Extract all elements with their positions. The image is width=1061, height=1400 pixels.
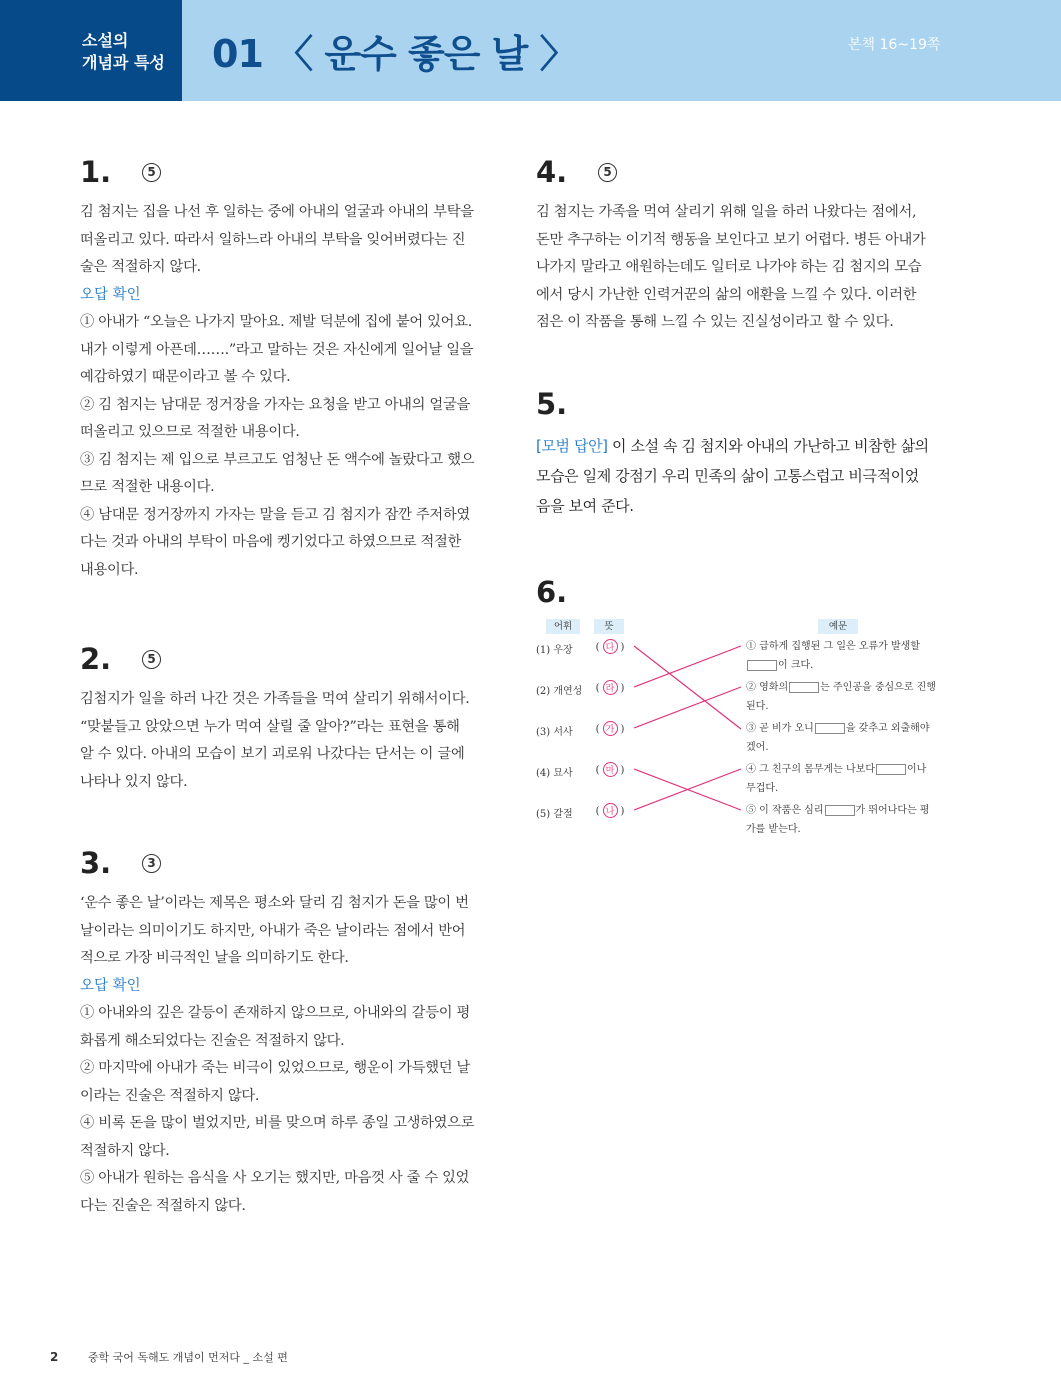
example-sentence: ⑤ 이 작품은 심리 가 뛰어나다는 평가를 받는다. — [746, 804, 930, 835]
answer-letter: 나 — [603, 803, 618, 818]
question-5 — [536, 387, 932, 521]
question-5-head — [536, 387, 932, 421]
answer-circle: 3 — [142, 854, 161, 873]
review-item: ② 마지막에 아내가 죽는 비극이 있었으므로, 행운이 가득했던 날이라는 진술은 적절하지 않다. — [80, 1060, 470, 1104]
right-column — [536, 155, 936, 917]
question-6-head — [536, 575, 932, 609]
answer-letter: 라 — [603, 680, 618, 695]
matching-exercise — [536, 619, 936, 859]
section-tag-line1: 소설의 — [82, 31, 129, 50]
answer-letter: 다 — [603, 639, 618, 654]
review-label: 오답 확인 — [80, 977, 141, 994]
vocab-word: (4) 묘사 — [536, 767, 573, 779]
match-line — [634, 646, 741, 729]
explanation: 김첨지가 일을 하러 나간 것은 가족들을 먹여 살리기 위해서이다. “맞붙들고 앉았으면 누가 먹여 살릴 줄 알아?”라는 표현을 통해 알 수 있다. 아내의 모습이 보기 괴로워 나갔다는 단서는 이 글에 나타나 있지 않다. — [80, 691, 470, 790]
review-item: ① 아내와의 깊은 갈등이 존재하지 않으므로, 아내와의 갈등이 평화롭게 해소되었다는 진술은 적절하지 않다. — [80, 1005, 470, 1049]
example-sentence: ① 급하게 집행된 그 일은 오류가 발생할 이 크다. — [746, 640, 920, 671]
question-3-head — [80, 846, 476, 880]
section-tag-line2: 개념과 특성 — [82, 53, 165, 72]
question-number: 6. — [536, 574, 568, 609]
meaning-answer: ( 마 ) — [592, 762, 628, 777]
explanation: 김 첨지는 집을 나선 후 일하는 중에 아내의 얼굴과 아내의 부탁을 떠올리고 있다. 따라서 일하느라 아내의 부탁을 잊어버렸다는 진술은 적절하지 않다. — [80, 204, 474, 275]
question-2 — [80, 642, 476, 796]
example-sentence: ④ 그 친구의 몸무게는 나보다 이나 무겁다. — [746, 763, 927, 794]
meaning-answer: ( 다 ) — [592, 639, 628, 654]
vocab-word: (3) 서사 — [536, 726, 573, 738]
answer-circle: 5 — [598, 163, 617, 182]
question-number: 3. — [80, 846, 112, 880]
vocab-word: (1) 우장 — [536, 644, 573, 656]
matching-lines — [536, 619, 936, 859]
question-number: 5. — [536, 386, 568, 421]
question-1 — [80, 155, 476, 584]
answer-letter: 가 — [603, 721, 618, 736]
page-header — [0, 0, 1061, 101]
page-footer — [50, 1349, 288, 1365]
header-word: 어휘 — [546, 619, 580, 634]
review-item: ② 김 첨지는 남대문 정거장을 가자는 요청을 받고 아내의 얼굴을 떠올리고 있으므로 적절한 내용이다. — [80, 396, 470, 440]
question-1-head — [80, 155, 476, 189]
vocab-word: (5) 갈절 — [536, 808, 573, 820]
example-sentence: ③ 곧 비가 오니 을 갖추고 외출해야 겠어. — [746, 722, 930, 753]
vocab-word: (2) 개연성 — [536, 685, 583, 697]
answer-circle: 5 — [142, 650, 161, 669]
answer-letter: 마 — [603, 762, 618, 777]
explanation: 김 첨지는 가족을 먹여 살리기 위해 일을 하러 나왔다는 점에서, 돈만 추구하는 이기적 행동을 보인다고 보기 어렵다. 병든 아내가 나가지 말라고 애원하는데도 일터로 나가야 하는 김 첨지의 모습에서 당시 가난한 인력거꾼의 삶의 애환을 느낄 수 있다. 이러한 점은 이 작품을 통해 느낄 수 있는 진실성이라고 할 수 있다. — [536, 204, 926, 330]
page-reference: 본책 16~19쪽 — [848, 37, 941, 53]
header-example: 예문 — [818, 619, 858, 634]
review-item: ③ 김 첨지는 제 입으로 부르고도 엄청난 돈 액수에 놀랐다고 했으므로 적절한 내용이다. — [80, 451, 475, 495]
model-answer — [536, 431, 932, 521]
header-meaning: 뜻 — [594, 619, 624, 634]
question-4-head — [536, 155, 932, 189]
question-3 — [80, 846, 476, 1220]
example-sentence: ② 영화의 는 주인공을 중심으로 진행된다. — [746, 681, 936, 712]
review-item: ④ 남대문 정거장까지 가자는 말을 듣고 김 첨지가 잠깐 주저하였다는 것과 아내의 부탁이 마음에 켕기었다고 하였으므로 적절한 내용이다. — [80, 506, 470, 578]
question-4 — [536, 155, 932, 337]
question-number: 4. — [536, 155, 568, 189]
page-title: 01 〈 운수 좋은 날 〉 — [212, 32, 577, 76]
meaning-answer: ( 가 ) — [592, 721, 628, 736]
match-line — [634, 687, 741, 728]
model-answer-label: [모범 답안] — [536, 436, 608, 455]
left-column — [80, 155, 476, 1278]
section-tag — [0, 0, 182, 101]
question-2-head — [80, 642, 476, 676]
model-answer-text: 이 소설 속 김 첨지와 아내의 가난하고 비참한 삶의 모습은 일제 강점기 우리 민족의 삶이 고통스럽고 비극적이었음을 보여 준다. — [536, 436, 929, 515]
page-number: 2 — [50, 1350, 59, 1364]
review-item: ① 아내가 “오늘은 나가지 말아요. 제발 덕분에 집에 붙어 있어요. 내가 이렇게 아픈데…….”라고 말하는 것은 자신에게 일어날 일을 예감하였기 때문이라고 볼 수 있다. — [80, 314, 474, 385]
question-number: 2. — [80, 642, 112, 676]
answer-circle: 5 — [142, 163, 161, 182]
book-title: 중학 국어 독해도 개념이 먼저다 _ 소설 편 — [87, 1351, 288, 1364]
meaning-answer: ( 나 ) — [592, 803, 628, 818]
question-6 — [536, 574, 936, 859]
match-line — [634, 646, 741, 687]
question-number: 1. — [80, 155, 112, 189]
review-item: ④ 비록 돈을 많이 벌었지만, 비를 맞으며 하루 종일 고생하였으로 적절하지 않다. — [80, 1115, 475, 1159]
review-item: ⑤ 아내가 원하는 음식을 사 오기는 했지만, 마음껏 사 줄 수 있었다는 진술은 적절하지 않다. — [80, 1170, 470, 1214]
explanation: ‘운수 좋은 날’이라는 제목은 평소와 달리 김 첨지가 돈을 많이 번 날이라는 의미이기도 하지만, 아내가 죽은 날이라는 점에서 반어적으로 가장 비극적인 날을 의미하기도 한다. — [80, 895, 469, 966]
meaning-answer: ( 라 ) — [592, 680, 628, 695]
review-label: 오답 확인 — [80, 286, 141, 303]
